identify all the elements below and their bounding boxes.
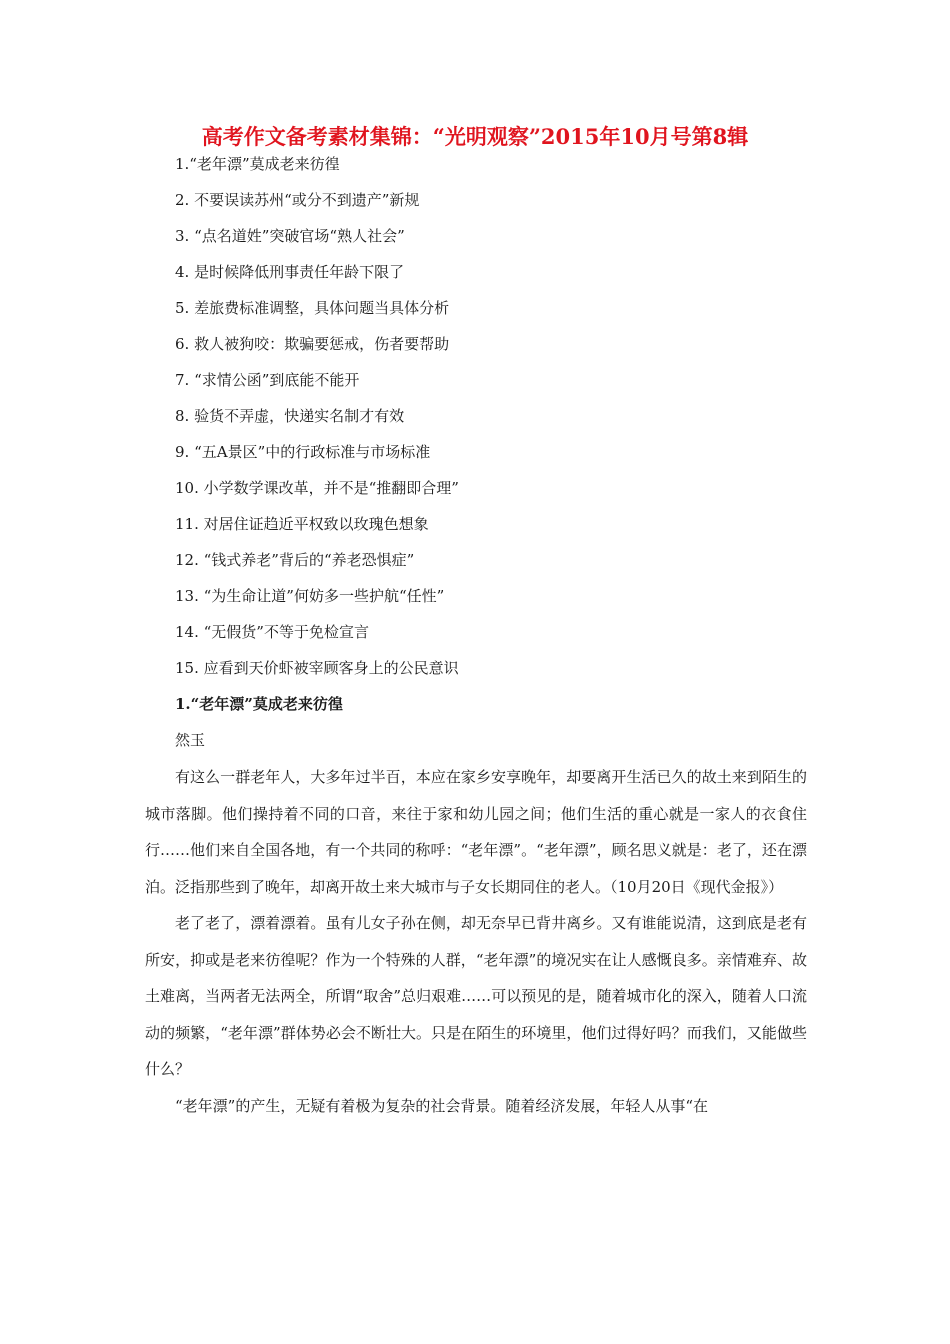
toc-item: 7. “求情公函”到底能不能开 bbox=[175, 371, 360, 389]
toc-item: 4. 是时候降低刑事责任年龄下限了 bbox=[175, 263, 405, 281]
toc-item: 15. 应看到天价虾被宰顾客身上的公民意识 bbox=[175, 659, 459, 677]
toc-item: 14. “无假货”不等于免检宣言 bbox=[175, 623, 369, 641]
toc-item: 10. 小学数学课改革，并不是“推翻即合理” bbox=[175, 479, 459, 497]
toc-item: 6. 救人被狗咬：欺骗要惩戒，伤者要帮助 bbox=[175, 335, 450, 353]
document-title: 高考作文备考素材集锦：“光明观察”2015年10月号第8辑 bbox=[201, 124, 749, 149]
section-heading: 1.“老年漂”莫成老来彷徨 bbox=[175, 695, 343, 713]
table-of-contents bbox=[175, 146, 815, 686]
article-author: 然玉 bbox=[175, 731, 206, 749]
toc-item: 3. “点名道姓”突破官场“熟人社会” bbox=[175, 227, 405, 245]
toc-item: 13. “为生命让道”何妨多一些护航“任性” bbox=[175, 587, 445, 605]
article-body bbox=[145, 759, 807, 1124]
toc-item: 5. 差旅费标准调整，具体问题当具体分析 bbox=[175, 299, 450, 317]
toc-item: 12. “钱式养老”背后的“养老恐惧症” bbox=[175, 551, 415, 569]
toc-item: 11. 对居住证趋近平权致以玫瑰色想象 bbox=[175, 515, 429, 533]
body-paragraph: 有这么一群老年人，大多年过半百，本应在家乡安享晚年，却要离开生活已久的故土来到陌生的城市落脚。他们操持着不同的口音，来往于家和幼儿园之间；他们生活的重心就是一家人的衣食住行……他们来自全国各地，有一个共同的称呼：“老年漂”。“老年漂”，顾名思义就是：老了，还在漂泊。泛指那些到了晚年，却离开故土来大城市与子女长期同住的老人。（10月20日《现代金报》） bbox=[145, 768, 807, 896]
body-paragraph: 老了老了，漂着漂着。虽有儿女子孙在侧，却无奈早已背井离乡。又有谁能说清，这到底是老有所安，抑或是老来彷徨呢？作为一个特殊的人群，“老年漂”的境况实在让人感慨良多。亲情难弃、故土难离，当两者无法两全，所谓“取舍”总归艰难……可以预见的是，随着城市化的深入，随着人口流动的频繁，“老年漂”群体势必会不断壮大。只是在陌生的环境里，他们过得好吗？而我们，又能做些什么？ bbox=[145, 914, 807, 1078]
toc-item: 8. 验货不弄虚，快递实名制才有效 bbox=[175, 407, 405, 425]
body-paragraph: “老年漂”的产生，无疑有着极为复杂的社会背景。随着经济发展，年轻人从事“在 bbox=[175, 1096, 709, 1115]
toc-item: 1.“老年漂”莫成老来彷徨 bbox=[175, 155, 340, 173]
toc-item: 2. 不要误读苏州“或分不到遗产”新规 bbox=[175, 191, 420, 209]
toc-item: 9. “五A景区”中的行政标准与市场标准 bbox=[175, 443, 431, 461]
